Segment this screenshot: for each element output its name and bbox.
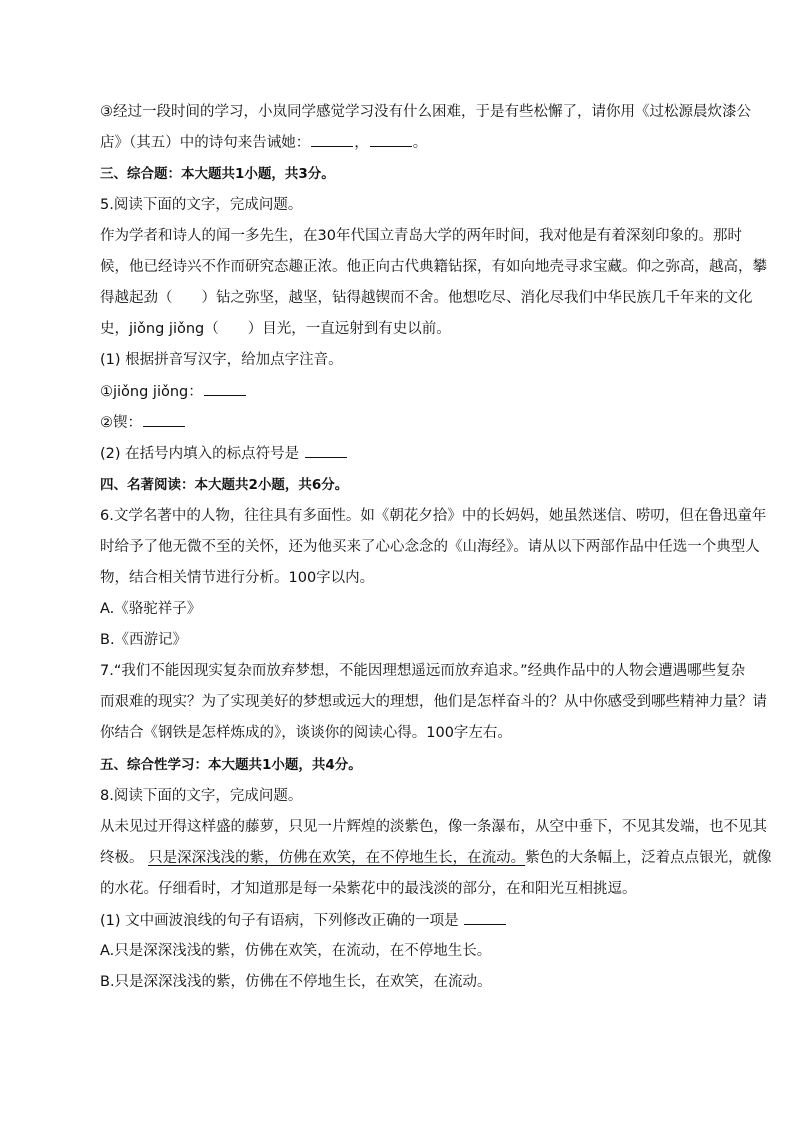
text: (1) 文中画波浪线的句子有语病，下列修改正确的一项是 — [100, 913, 459, 929]
answer-blank[interactable] — [143, 412, 185, 427]
answer-blank[interactable] — [370, 132, 412, 147]
section-3-heading: 三、综合题：本大题共1小题，共3分。 — [100, 166, 335, 182]
question-8-1 — [100, 910, 720, 931]
question-6-option-b: B.《西游记》 — [100, 632, 188, 648]
section-4-heading: 四、名著阅读：本大题共2小题，共6分。 — [100, 477, 349, 493]
wavy-underlined-sentence: 只是深深浅浅的紫，仿佛在欢笑，在不停地生长，在流动。 — [148, 850, 526, 866]
passage-8-line-1: 从未见过开得这样盛的藤萝，只见一片辉煌的淡紫色，像一条瀑布，从空中垂下，不见其发端，也不见其 — [100, 819, 767, 835]
text: ③经过一段时间的学习，小岚同学感觉学习没有什么困难，于是有些松懈了，请你用《过松源晨炊漆公 — [100, 104, 751, 120]
question-5-title: 5.阅读下面的文字，完成问题。 — [100, 197, 303, 213]
passage-5-line-3: 得越起劲（ ）钻之弥坚，越坚，钻得越锲而不舍。他想吃尽、消化尽我们中华民族几千年来的文化 — [100, 290, 753, 306]
passage-5-line-4: 史，jiǒng jiǒng（ ）目光，一直远射到有史以前。 — [100, 321, 451, 337]
question-7-line-1: 7.“我们不能因现实复杂而放弃梦想，不能因理想遥远而放弃追求。”经典作品中的人物会遭遇哪些复杂 — [100, 663, 746, 679]
passage-5-line-1: 作为学者和诗人的闻一多先生，在30年代国立青岛大学的两年时间，我对他是有着深刻印象的。那时 — [100, 228, 742, 244]
question-6-option-a: A.《骆驼祥子》 — [100, 601, 202, 617]
q4-3-line-2 — [100, 132, 720, 153]
text: 紫色的大条幅上，泛着点点银光，就像 — [525, 850, 772, 866]
question-7-line-3: 你结合《钢铁是怎样炼成的》，谈谈你的阅读心得。100字左右。 — [100, 725, 512, 741]
answer-blank[interactable] — [204, 381, 246, 396]
question-6-line-3: 物，结合相关情节进行分析。100字以内。 — [100, 570, 375, 586]
text: ②锲： — [100, 415, 142, 431]
section-5-heading: 五、综合性学习：本大题共1小题，共4分。 — [100, 757, 362, 773]
answer-blank[interactable] — [305, 443, 347, 458]
answer-blank[interactable] — [464, 910, 506, 925]
question-6-line-1: 6.文学名著中的人物，往往具有多面性。如《朝花夕拾》中的长妈妈，她虽然迷信、唠叨，但在鲁迅童年 — [100, 508, 767, 524]
text: 店》（其五）中的诗句来告诫她： — [100, 135, 311, 151]
question-5-1a — [100, 381, 720, 402]
q4-3-line-1 — [100, 102, 751, 122]
question-5-1: (1) 根据拼音写汉字，给加点字注音。 — [100, 352, 343, 368]
passage-8-line-2 — [100, 848, 772, 868]
passage-8-line-3: 的水花。仔细看时，才知道那是每一朵紫花中的最浅淡的部分，在和阳光互相挑逗。 — [100, 881, 637, 897]
text: 终极。 — [100, 850, 144, 866]
question-8-title: 8.阅读下面的文字，完成问题。 — [100, 788, 303, 804]
question-5-2 — [100, 443, 720, 464]
question-8-option-a: A.只是深深浅浅的紫，仿佛在欢笑，在流动，在不停地生长。 — [100, 943, 492, 959]
question-6-line-2: 时给予了他无微不至的关怀，还为他买来了心心念念的《山海经》。请从以下两部作品中任选一个典型人 — [100, 539, 760, 555]
text: ， — [354, 135, 369, 151]
question-5-1b — [100, 412, 720, 433]
passage-5-line-2: 候，他已经诗兴不作而研究态趣正浓。他正向古代典籍钻探，有如向地壳寻求宝藏。仰之弥高，越高，攀 — [100, 259, 767, 275]
text: ①jiǒng jiǒng： — [100, 384, 203, 400]
answer-blank[interactable] — [311, 132, 353, 147]
text: (2) 在括号内填入的标点符号是 — [100, 446, 300, 462]
question-7-line-2: 而艰难的现实？为了实现美好的梦想或远大的理想，他们是怎样奋斗的？从中你感受到哪些精神力量？请 — [100, 694, 767, 710]
question-8-option-b: B.只是深深浅浅的紫，仿佛在不停地生长，在欢笑，在流动。 — [100, 974, 492, 990]
text: 。 — [412, 135, 428, 151]
